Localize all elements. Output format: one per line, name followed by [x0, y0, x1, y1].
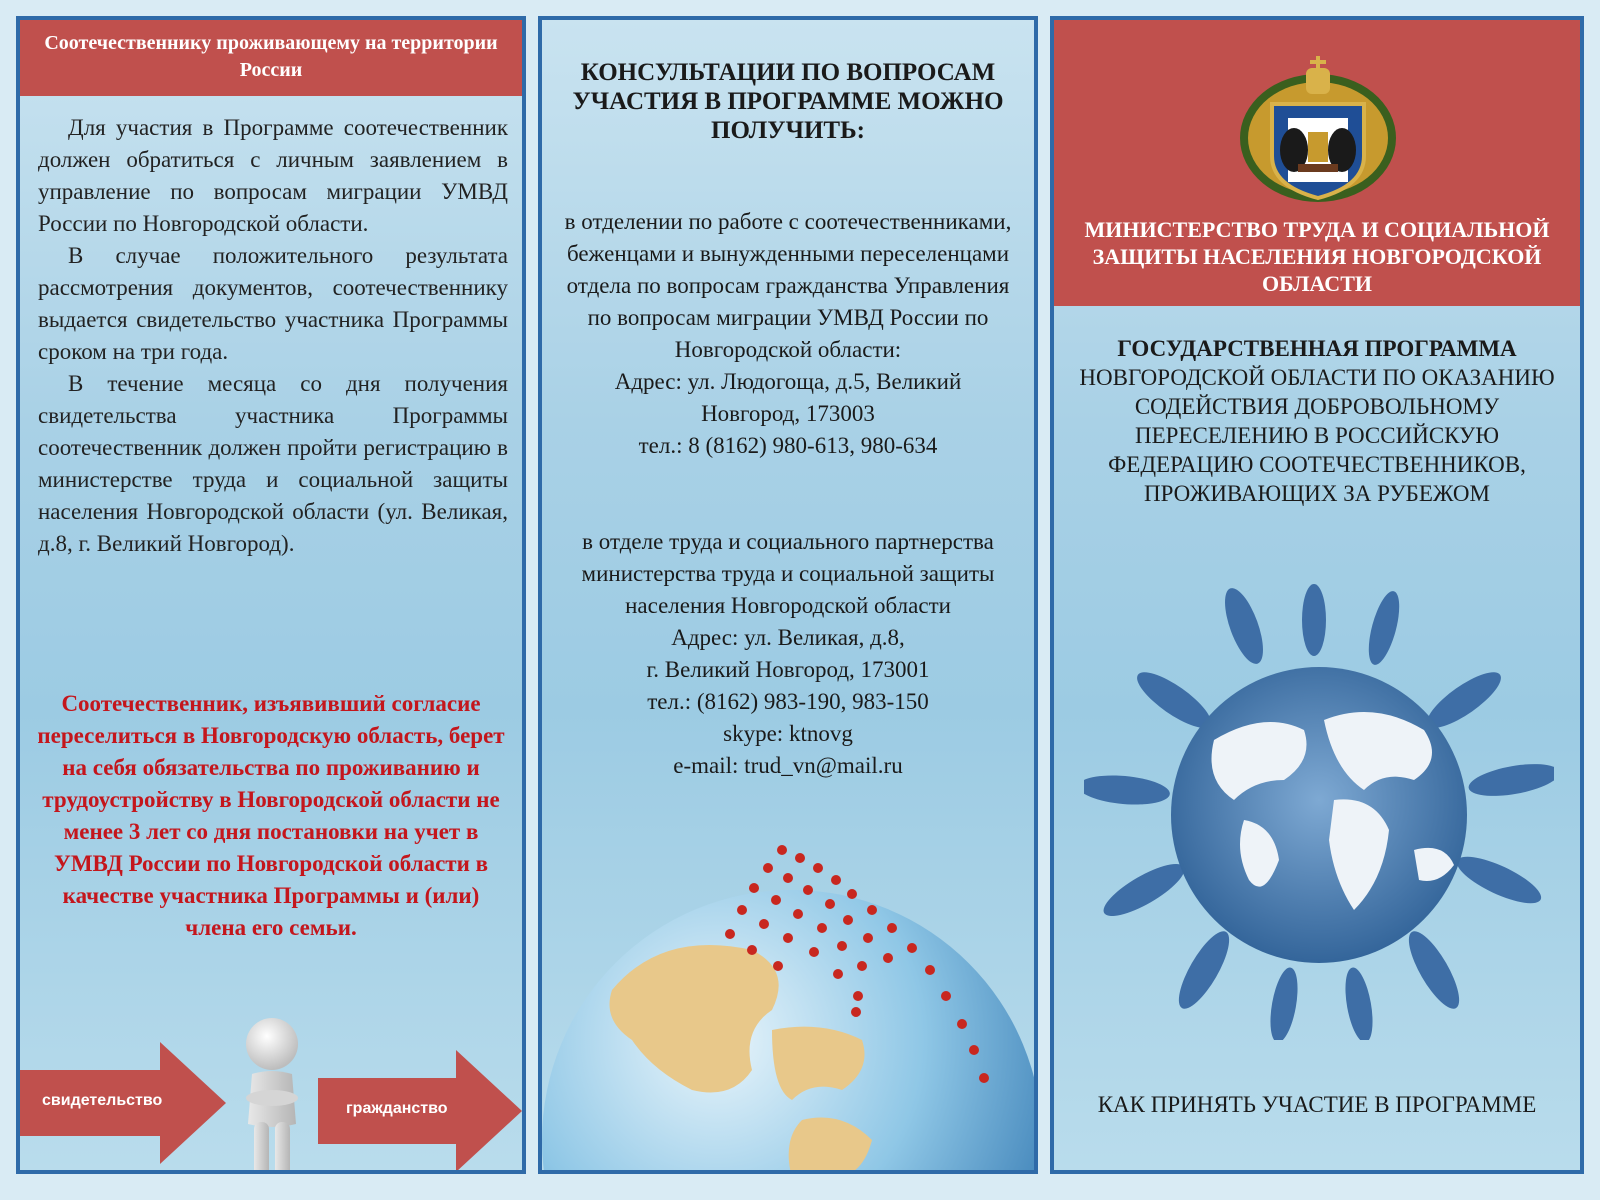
office-migration-description: в отделении по работе с соотечественниками, беженцами и вынужденными переселенцами отдела по вопросам гражданства Управления по вопросам миграции УМВД России по Новгородской области:: [564, 209, 1012, 362]
office-migration-address: Адрес: ул. Людогоща, д.5, Великий Новгород, 173003: [614, 369, 962, 426]
person-figure: [230, 1016, 314, 1174]
paragraph-certificate: В случае положительного результата рассмотрения документов, соотечественнику выдается свидетельство участника Программы сроком на три года.: [38, 243, 508, 364]
office-labor-email: e-mail: trud_vn@mail.ru: [673, 753, 903, 778]
middle-panel: [538, 16, 1038, 1174]
office-labor-address-line2: г. Великий Новгород, 173001: [646, 657, 930, 682]
program-title-bold: ГОСУДАРСТВЕННАЯ ПРОГРАММА: [1117, 336, 1517, 361]
coat-of-arms-emblem: [1236, 46, 1400, 206]
office-migration: [552, 206, 1024, 462]
globe-illustration: [542, 840, 1034, 1174]
office-labor-phone: тел.: (8162) 983-190, 983-150: [647, 689, 929, 714]
arrow-certificate-label: свидетельство: [42, 1092, 163, 1109]
office-labor-description: в отделе труда и социального партнерства министерства труда и социальной защиты населения Новгородской области: [581, 529, 995, 618]
right-panel: [1050, 16, 1584, 1174]
paragraph-apply: Для участия в Программе соотечественник должен обратиться с личным заявлением в управление по вопросам миграции УМВД России по Новгородской области.: [38, 115, 508, 236]
left-panel-body: [38, 112, 508, 560]
office-migration-phone: тел.: 8 (8162) 980-613, 980-634: [638, 433, 938, 458]
program-title-rest: НОВГОРОДСКОЙ ОБЛАСТИ ПО ОКАЗАНИЮ СОДЕЙСТВИЯ ДОБРОВОЛЬНОМУ ПЕРЕСЕЛЕНИЮ В РОССИЙСКУЮ ФЕДЕРАЦИЮ СООТЕЧЕСТВЕННИКОВ, ПРОЖИВАЮЩИХ ЗА РУБЕЖОМ: [1079, 365, 1555, 506]
consultation-heading: КОНСУЛЬТАЦИИ ПО ВОПРОСАМ УЧАСТИЯ В ПРОГРАММЕ МОЖНО ПОЛУЧИТЬ:: [572, 59, 1004, 144]
office-labor-address-line1: Адрес: ул. Великая, д.8,: [671, 625, 905, 650]
how-to-participate: КАК ПРИНЯТЬ УЧАСТИЕ В ПРОГРАММЕ: [1097, 1092, 1537, 1117]
paragraph-registration: В течение месяца со дня получения свидетельства участника Программы соотечественник должен пройти регистрацию в министерстве труда и социальной защиты населения Новгородской области (ул. Великая, д.8, г. Великий Новгород).: [38, 371, 508, 556]
obligation-notice: Соотечественник, изъявивший согласие переселиться в Новгородскую область, берет на себя обязательства по проживанию и трудоустройству в Новгородской области не менее 3 лет со дня постановки на учет в УМВД России по Новгородской области в качестве участника Программы и (или) члена его семьи.: [37, 691, 505, 940]
ministry-title: МИНИСТЕРСТВО ТРУДА И СОЦИАЛЬНОЙ ЗАЩИТЫ НАСЕЛЕНИЯ НОВГОРОДСКОЙ ОБЛАСТИ: [1084, 217, 1550, 296]
office-labor-skype: skype: ktnovg: [723, 721, 853, 746]
program-title: [1074, 334, 1560, 508]
arrow-citizenship-label: гражданство: [346, 1100, 448, 1117]
left-panel: [16, 16, 526, 1174]
left-panel-header: Соотечественнику проживающему на территории России: [20, 20, 522, 96]
world-people-illustration: [1084, 580, 1554, 1040]
office-labor: [552, 526, 1024, 782]
